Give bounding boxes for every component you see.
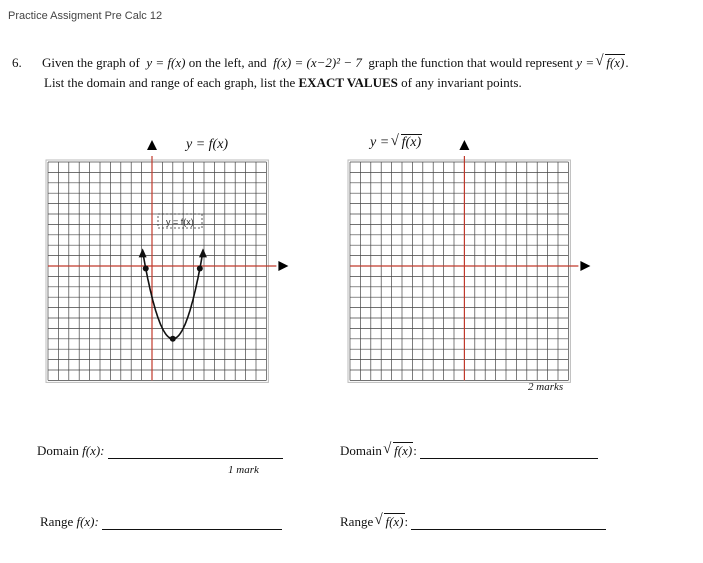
emphasis-text: EXACT VALUES [298, 75, 398, 90]
curve-label: y = f(x) [166, 217, 194, 227]
question-text: Given the graph of [42, 55, 140, 70]
question-text: graph the function that would represent [368, 55, 574, 70]
domain-sqrt-answer-line[interactable] [420, 446, 598, 459]
domain-f-row: Domain f(x): [37, 443, 283, 459]
function-definition: f(x) = (x−2)² − 7 [273, 55, 362, 70]
y-axis-arrow [459, 140, 469, 150]
domain-f-answer-line[interactable] [108, 446, 283, 459]
target-label: y = [576, 55, 595, 70]
sqrt-expression: √ f(x) [597, 55, 625, 71]
domain-sqrt-row: Domain √ f(x): [340, 443, 598, 459]
left-graph-label: y = f(x) [186, 137, 229, 152]
right-graph-label: y = √ f(x) [370, 135, 422, 151]
right-graph-marks: 2 marks [528, 381, 564, 393]
question-text: on the left, and [188, 55, 267, 70]
range-sqrt-row: Range √ f(x): [340, 514, 606, 530]
range-sqrt-answer-line[interactable] [411, 517, 606, 530]
question-number: 6. [12, 55, 22, 70]
function-label: y = f(x) [146, 55, 186, 70]
x-axis-arrow [580, 261, 590, 271]
question-line-1: Given the graph of y = f(x) on the left, and f(x) = (x−2)² − 7 graph the function that would represent y = √ f(x). [42, 55, 629, 71]
range-f-answer-line[interactable] [102, 517, 282, 530]
page-header: Practice Assigment Pre Calc 12 [8, 10, 163, 22]
question-line-2: List the domain and range of each graph, list the EXACT VALUES of any invariant points. [44, 75, 522, 90]
domain-marks: 1 mark [228, 464, 259, 476]
range-f-row: Range f(x): [40, 514, 282, 530]
